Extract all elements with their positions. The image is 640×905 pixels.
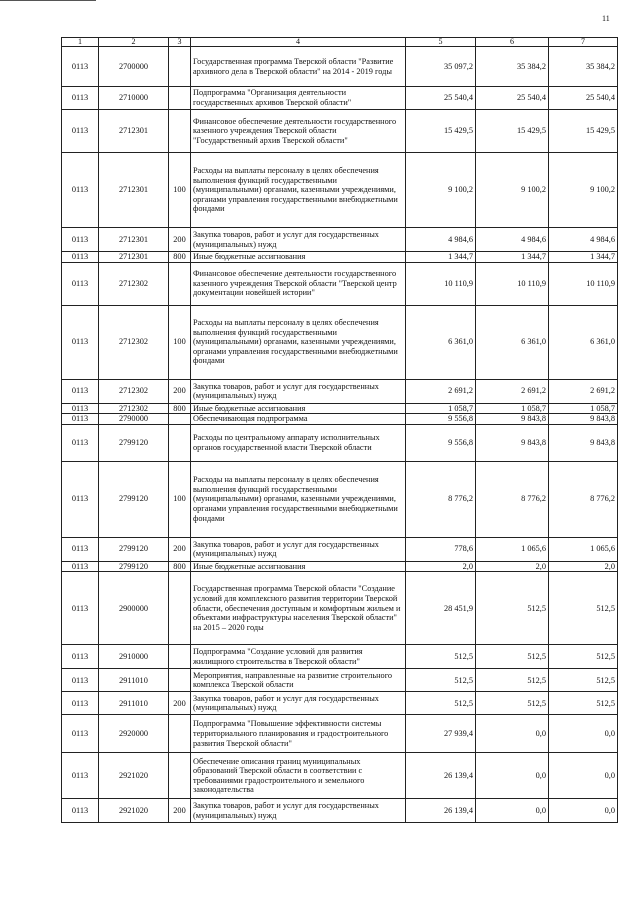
amount-2016: 512,5 — [476, 669, 549, 692]
amount-2015: 9 100,2 — [406, 153, 476, 228]
expense-type-code — [169, 669, 191, 692]
table-row — [62, 262, 618, 305]
section-code: 0113 — [62, 153, 99, 228]
target-article-code: 2799120 — [99, 537, 169, 561]
item-description: Закупка товаров, работ и услуг для государственных (муниципальных) нужд — [191, 537, 406, 561]
table-row — [62, 305, 618, 379]
table-row — [62, 228, 618, 252]
amount-2015: 512,5 — [406, 669, 476, 692]
column-number: 4 — [191, 38, 406, 47]
item-description: Обеспечивающая подпрограмма — [191, 414, 406, 425]
expense-type-code — [169, 47, 191, 87]
expense-type-code: 800 — [169, 403, 191, 414]
amount-2016: 9 843,8 — [476, 414, 549, 425]
section-code: 0113 — [62, 87, 99, 110]
expense-type-code: 800 — [169, 561, 191, 572]
table-row — [62, 692, 618, 715]
table-row — [62, 799, 618, 823]
item-description: Государственная программа Тверской области "Развитие архивного дела в Тверской области" на 2014 - 2019 годы — [191, 47, 406, 87]
amount-2016: 512,5 — [476, 692, 549, 715]
amount-2016: 0,0 — [476, 753, 549, 799]
item-description: Закупка товаров, работ и услуг для государственных (муниципальных) нужд — [191, 692, 406, 715]
target-article-code: 2920000 — [99, 715, 169, 753]
budget-table-container — [61, 37, 618, 823]
column-number: 6 — [476, 38, 549, 47]
table-row — [62, 461, 618, 537]
amount-2016: 10 110,9 — [476, 262, 549, 305]
amount-2015: 35 097,2 — [406, 47, 476, 87]
top-rule — [0, 0, 96, 1]
amount-2017: 1 344,7 — [549, 252, 618, 263]
amount-2017: 0,0 — [549, 715, 618, 753]
amount-2017: 6 361,0 — [549, 305, 618, 379]
table-row — [62, 414, 618, 425]
amount-2015: 9 556,8 — [406, 414, 476, 425]
amount-2015: 778,6 — [406, 537, 476, 561]
column-number: 1 — [62, 38, 99, 47]
table-row — [62, 753, 618, 799]
amount-2016: 8 776,2 — [476, 461, 549, 537]
amount-2015: 1 058,7 — [406, 403, 476, 414]
target-article-code: 2712302 — [99, 379, 169, 403]
amount-2017: 8 776,2 — [549, 461, 618, 537]
section-code: 0113 — [62, 461, 99, 537]
amount-2016: 512,5 — [476, 645, 549, 669]
item-description: Закупка товаров, работ и услуг для государственных (муниципальных) нужд — [191, 228, 406, 252]
table-row — [62, 403, 618, 414]
table-row — [62, 110, 618, 153]
section-code: 0113 — [62, 561, 99, 572]
section-code: 0113 — [62, 799, 99, 823]
item-description: Расходы на выплаты персоналу в целях обеспечения выполнения функций государственными (муниципальными) органами, казенными учреждениями, органами управления государственными внебюджетными фондами — [191, 305, 406, 379]
item-description: Государственная программа Тверской области "Создание условий для комплексного развития территории Тверской области, обеспечения доступным и комфортным жильем и объектами инфраструктуры населения Тверской области" на 2015 – 2020 годы — [191, 572, 406, 645]
amount-2015: 28 451,9 — [406, 572, 476, 645]
column-number: 2 — [99, 38, 169, 47]
column-number: 5 — [406, 38, 476, 47]
amount-2016: 2 691,2 — [476, 379, 549, 403]
expense-type-code — [169, 414, 191, 425]
section-code: 0113 — [62, 403, 99, 414]
amount-2015: 512,5 — [406, 692, 476, 715]
section-code: 0113 — [62, 645, 99, 669]
section-code: 0113 — [62, 692, 99, 715]
column-number: 3 — [169, 38, 191, 47]
amount-2017: 1 065,6 — [549, 537, 618, 561]
item-description: Закупка товаров, работ и услуг для государственных (муниципальных) нужд — [191, 799, 406, 823]
expense-type-code: 100 — [169, 153, 191, 228]
amount-2016: 9 100,2 — [476, 153, 549, 228]
amount-2016: 25 540,4 — [476, 87, 549, 110]
item-description: Подпрограмма "Создание условий для развития жилищного строительства в Тверской области" — [191, 645, 406, 669]
amount-2016: 1 065,6 — [476, 537, 549, 561]
item-description: Финансовое обеспечение деятельности государственного казенного учреждения Тверской области "Государственный архив Тверской области" — [191, 110, 406, 153]
expense-type-code — [169, 87, 191, 110]
expense-type-code — [169, 572, 191, 645]
target-article-code: 2790000 — [99, 414, 169, 425]
amount-2016: 2,0 — [476, 561, 549, 572]
amount-2017: 9 843,8 — [549, 414, 618, 425]
amount-2017: 9 843,8 — [549, 424, 618, 461]
expense-type-code: 200 — [169, 799, 191, 823]
table-row — [62, 87, 618, 110]
target-article-code: 2712302 — [99, 305, 169, 379]
table-row — [62, 47, 618, 87]
amount-2017: 15 429,5 — [549, 110, 618, 153]
target-article-code: 2921020 — [99, 753, 169, 799]
amount-2015: 2 691,2 — [406, 379, 476, 403]
target-article-code: 2911010 — [99, 692, 169, 715]
expense-type-code: 200 — [169, 228, 191, 252]
target-article-code: 2712301 — [99, 252, 169, 263]
expense-type-code — [169, 753, 191, 799]
page-number: 11 — [602, 14, 610, 23]
section-code: 0113 — [62, 669, 99, 692]
expense-type-code — [169, 262, 191, 305]
item-description: Финансовое обеспечение деятельности государственного казенного учреждения Тверской области "Тверской центр документации новейшей истории" — [191, 262, 406, 305]
amount-2015: 25 540,4 — [406, 87, 476, 110]
table-row — [62, 669, 618, 692]
column-number-row — [62, 38, 618, 47]
target-article-code: 2700000 — [99, 47, 169, 87]
section-code: 0113 — [62, 262, 99, 305]
item-description: Расходы по центральному аппарату исполнительных органов государственной власти Тверской области — [191, 424, 406, 461]
expense-type-code — [169, 715, 191, 753]
amount-2016: 4 984,6 — [476, 228, 549, 252]
section-code: 0113 — [62, 305, 99, 379]
budget-table — [61, 37, 618, 823]
section-code: 0113 — [62, 424, 99, 461]
budget-table-body — [62, 38, 618, 823]
table-row — [62, 252, 618, 263]
item-description: Подпрограмма "Повышение эффективности системы территориального планирования и градостроительного развития Тверской области" — [191, 715, 406, 753]
item-description: Расходы на выплаты персоналу в целях обеспечения выполнения функций государственными (муниципальными) органами, казенными учреждениями, органами управления государственными внебюджетными фондами — [191, 461, 406, 537]
amount-2015: 10 110,9 — [406, 262, 476, 305]
section-code: 0113 — [62, 379, 99, 403]
amount-2017: 2 691,2 — [549, 379, 618, 403]
expense-type-code: 200 — [169, 537, 191, 561]
table-row — [62, 424, 618, 461]
target-article-code: 2712301 — [99, 110, 169, 153]
amount-2016: 15 429,5 — [476, 110, 549, 153]
amount-2016: 0,0 — [476, 799, 549, 823]
expense-type-code: 200 — [169, 379, 191, 403]
amount-2015: 9 556,8 — [406, 424, 476, 461]
amount-2017: 512,5 — [549, 692, 618, 715]
expense-type-code — [169, 424, 191, 461]
amount-2015: 512,5 — [406, 645, 476, 669]
item-description: Закупка товаров, работ и услуг для государственных (муниципальных) нужд — [191, 379, 406, 403]
amount-2015: 26 139,4 — [406, 799, 476, 823]
amount-2015: 27 939,4 — [406, 715, 476, 753]
target-article-code: 2710000 — [99, 87, 169, 110]
column-number: 7 — [549, 38, 618, 47]
table-row — [62, 379, 618, 403]
target-article-code: 2910000 — [99, 645, 169, 669]
item-description: Иные бюджетные ассигнования — [191, 252, 406, 263]
expense-type-code — [169, 110, 191, 153]
expense-type-code: 100 — [169, 305, 191, 379]
amount-2015: 6 361,0 — [406, 305, 476, 379]
target-article-code: 2712302 — [99, 403, 169, 414]
amount-2016: 1 058,7 — [476, 403, 549, 414]
amount-2016: 512,5 — [476, 572, 549, 645]
amount-2015: 8 776,2 — [406, 461, 476, 537]
amount-2016: 35 384,2 — [476, 47, 549, 87]
expense-type-code: 200 — [169, 692, 191, 715]
amount-2016: 0,0 — [476, 715, 549, 753]
target-article-code: 2900000 — [99, 572, 169, 645]
amount-2015: 26 139,4 — [406, 753, 476, 799]
section-code: 0113 — [62, 753, 99, 799]
table-row — [62, 561, 618, 572]
item-description: Мероприятия, направленные на развитие строительного комплекса Тверской области — [191, 669, 406, 692]
amount-2017: 512,5 — [549, 645, 618, 669]
target-article-code: 2921020 — [99, 799, 169, 823]
amount-2017: 2,0 — [549, 561, 618, 572]
amount-2017: 4 984,6 — [549, 228, 618, 252]
target-article-code: 2911010 — [99, 669, 169, 692]
table-row — [62, 715, 618, 753]
section-code: 0113 — [62, 414, 99, 425]
amount-2017: 35 384,2 — [549, 47, 618, 87]
item-description: Обеспечение описания границ муниципальных образований Тверской области в соответствии с требованиями градостроительного и земельного законодательства — [191, 753, 406, 799]
expense-type-code — [169, 645, 191, 669]
section-code: 0113 — [62, 572, 99, 645]
target-article-code: 2799120 — [99, 424, 169, 461]
amount-2016: 1 344,7 — [476, 252, 549, 263]
section-code: 0113 — [62, 47, 99, 87]
target-article-code: 2799120 — [99, 561, 169, 572]
target-article-code: 2712302 — [99, 262, 169, 305]
amount-2016: 9 843,8 — [476, 424, 549, 461]
amount-2017: 1 058,7 — [549, 403, 618, 414]
amount-2015: 2,0 — [406, 561, 476, 572]
item-description: Иные бюджетные ассигнования — [191, 561, 406, 572]
amount-2015: 1 344,7 — [406, 252, 476, 263]
section-code: 0113 — [62, 110, 99, 153]
amount-2017: 10 110,9 — [549, 262, 618, 305]
amount-2016: 6 361,0 — [476, 305, 549, 379]
amount-2017: 0,0 — [549, 799, 618, 823]
table-row — [62, 572, 618, 645]
table-row — [62, 645, 618, 669]
section-code: 0113 — [62, 715, 99, 753]
amount-2017: 512,5 — [549, 572, 618, 645]
item-description: Подпрограмма "Организация деятельности государственных архивов Тверской области" — [191, 87, 406, 110]
section-code: 0113 — [62, 252, 99, 263]
section-code: 0113 — [62, 537, 99, 561]
amount-2015: 15 429,5 — [406, 110, 476, 153]
target-article-code: 2799120 — [99, 461, 169, 537]
expense-type-code: 800 — [169, 252, 191, 263]
amount-2017: 0,0 — [549, 753, 618, 799]
section-code: 0113 — [62, 228, 99, 252]
item-description: Иные бюджетные ассигнования — [191, 403, 406, 414]
amount-2017: 9 100,2 — [549, 153, 618, 228]
target-article-code: 2712301 — [99, 153, 169, 228]
expense-type-code: 100 — [169, 461, 191, 537]
amount-2017: 512,5 — [549, 669, 618, 692]
table-row — [62, 153, 618, 228]
amount-2015: 4 984,6 — [406, 228, 476, 252]
table-row — [62, 537, 618, 561]
item-description: Расходы на выплаты персоналу в целях обеспечения выполнения функций государственными (муниципальными) органами, казенными учреждениями, органами управления государственными внебюджетными фондами — [191, 153, 406, 228]
amount-2017: 25 540,4 — [549, 87, 618, 110]
target-article-code: 2712301 — [99, 228, 169, 252]
